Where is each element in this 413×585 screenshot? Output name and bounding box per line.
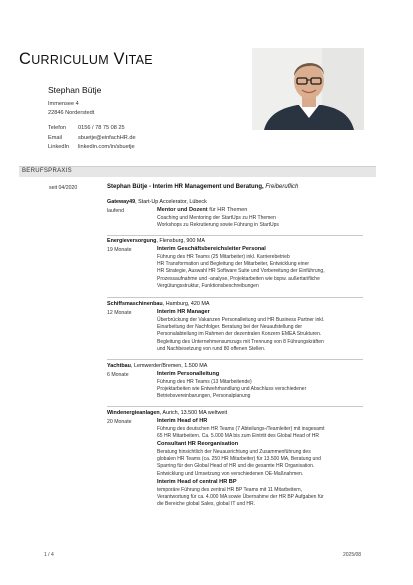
engagement-description <box>157 379 361 401</box>
desc-line: Betriebsvereinbarungen, Personalplanung <box>157 393 251 400</box>
address-street: Immensee 4 <box>48 101 79 107</box>
desc-line: Begleitung des Unternehmensumzugs mit Trennung von 8 Führungskräften <box>157 338 324 345</box>
contact-value[interactable]: sbuetje@einfachHR.de <box>78 134 136 141</box>
title-word-2-rest: ITAE <box>124 53 153 67</box>
org-name: Yachtbau <box>107 363 131 369</box>
org-name: Windenergieanlagen <box>107 410 160 416</box>
org-detail: , Flensburg, 900 MA <box>156 238 205 244</box>
desc-line: HR Transformation und Begleitung der Mitarbeiter, Entwicklung einer <box>157 261 310 268</box>
org-detail: , Start-Up Accelerator, Lübeck <box>135 199 207 205</box>
contact-block <box>48 124 136 153</box>
engagement-role <box>157 207 247 213</box>
desc-line: die Bereiche global Sales, global IT und HR. <box>157 501 256 508</box>
main-entry-role: - Interim HR Management und Beratung, <box>147 184 266 190</box>
desc-line: und Nachbesetzung von rund 80 offenen Stellen. <box>157 345 266 352</box>
engagement-description-tertiary <box>157 487 361 509</box>
engagement-role: Interim Geschäftsbereichsleiter Personal <box>157 246 266 252</box>
desc-line: Prozessaufnahme und -analyse, Projektarbeiten wie bspw. außertarifliche <box>157 275 320 282</box>
engagement-duration: 20 Monate <box>107 419 132 425</box>
desc-line: Einarbeitung der Nachfolger. Beratung bei der Neuaufstellung der <box>157 324 303 331</box>
person-name: Stephan Bütje <box>48 85 102 95</box>
main-entry-type: Freiberuflich <box>265 184 299 190</box>
desc-line: HR Strategie, Auswahl HR Software Suite und Vorbereitung der Einführung, <box>157 268 325 275</box>
engagement-role: Interim HR Manager <box>157 309 210 315</box>
profile-photo-illustration <box>252 48 364 130</box>
contact-label: Email <box>48 134 62 141</box>
engagement-role: Interim Personalleitung <box>157 371 220 377</box>
desc-line: Beratung hinsichtlich der Neuausrichtung und Zusammenführung des <box>157 449 311 455</box>
divider <box>107 406 363 407</box>
divider <box>107 235 363 236</box>
engagement-description-secondary <box>157 449 361 478</box>
contact-value[interactable]: linkedin.com/in/sbuetje <box>78 144 135 150</box>
desc-line: 65 HR Mitarbeitern. Ca. 5.000 MA bis zum Eintritt des Global Head of HR <box>157 433 320 440</box>
desc-line: temporäre Führung des zentral HR BP Teams mit 11 Mitarbeitern, <box>157 487 303 493</box>
engagement-role-secondary: Consultant HR Reorganisation <box>157 441 239 447</box>
engagement-role: Interim Head of HR <box>157 418 208 424</box>
org-name: Energieversorgung <box>107 238 157 244</box>
engagement-description <box>157 254 361 290</box>
desc-line: Verantwortung für ca. 4.000 MA sowie Übernahme der HR BP Aufgaben für <box>157 494 324 501</box>
title-word-1-rest: URRICULUM <box>31 53 109 67</box>
engagement-duration: 6 Monate <box>107 372 129 378</box>
contact-phone <box>48 124 136 134</box>
engagement-org <box>107 363 207 369</box>
cv-title <box>19 50 153 69</box>
desc-line: Führung des HR Teams (25 Mitarbeiter) inkl. Karrierebetrieb <box>157 254 290 260</box>
desc-line: Sparring für den Global Head of HR und die gesamte HR Organisation. <box>157 463 315 470</box>
engagement-description <box>157 215 361 229</box>
org-name: Gateway49 <box>107 199 136 205</box>
title-initial-1: C <box>19 50 32 68</box>
page-number: 1 / 4 <box>44 552 54 558</box>
engagement-org <box>107 238 205 244</box>
engagement-org <box>107 410 227 416</box>
engagement-description <box>157 426 361 440</box>
desc-line: Überbrückung der Vakanzen Personalleitung und HR Business Partner inkl. <box>157 317 325 323</box>
desc-line: Vergütungsstruktur, Funktionsbeschreibungen <box>157 282 259 289</box>
engagement-org <box>107 199 207 205</box>
title-initial-2: V <box>113 50 125 68</box>
engagement-duration: laufend <box>107 208 125 214</box>
desc-line: Entwicklung und Umsetzung von verschiedenen OE-Maßnahmen. <box>157 470 304 477</box>
contact-email <box>48 134 136 144</box>
org-detail: , Aurich, 13.500 MA weltweit <box>159 410 228 416</box>
contact-value[interactable]: 0156 / 78 75 08 25 <box>78 125 125 131</box>
contact-label: LinkedIn <box>48 144 70 150</box>
desc-line: Projektarbeiten wie Entwehrhandlung und Abschluss verschiedener <box>157 386 307 393</box>
main-entry-heading <box>107 184 298 190</box>
address-city: 22846 Norderstedt <box>48 110 95 116</box>
desc-line: Führung des deutschen HR Teams (7 Abteilungs-/Teamleiter) mit insgesamt <box>157 426 325 432</box>
desc-line: Personalabteilung im Rahmen der dezentralen Konzern EMEA Strukturen. <box>157 331 322 338</box>
desc-line: Workshops zu Rekrutierung sowie Führung in StartUps <box>157 222 279 229</box>
divider <box>107 297 363 298</box>
engagement-duration: 19 Monate <box>107 247 132 253</box>
section-title: BERUFSPRAXIS <box>22 168 72 174</box>
profile-photo <box>252 48 364 130</box>
engagement-role-tertiary: Interim Head of central HR BP <box>157 479 237 485</box>
engagement-duration: 12 Monate <box>107 310 132 316</box>
main-entry-date: seit 04/2020 <box>49 185 78 191</box>
org-detail: , Lemwerder/Bremen, 1.500 MA <box>130 363 208 369</box>
contact-linkedin <box>48 143 136 153</box>
engagement-description <box>157 317 361 353</box>
role-title: Mentor und Dozent <box>157 207 208 213</box>
engagement-org <box>107 301 209 307</box>
role-suffix: für HR Themen <box>207 207 248 213</box>
org-name: Schiffsmaschinenbau <box>107 301 163 307</box>
org-detail: , Hamburg, 420 MA <box>162 301 210 307</box>
section-header-berufspraxis <box>19 166 376 177</box>
footer-date: 2025/08 <box>343 552 362 558</box>
main-entry-name: Stephan Bütje <box>107 184 148 190</box>
contact-label: Telefon <box>48 125 67 131</box>
divider <box>107 359 363 360</box>
desc-line: Coaching und Mentoring der StartUps zu HR Themen <box>157 215 276 221</box>
desc-line: globalen HR Teams (ca. 250 HR Mitarbeiter) für 13.500 MA, Beratung und <box>157 456 321 463</box>
desc-line: Führung des HR Teams (13 Mitarbeitende) <box>157 379 252 385</box>
